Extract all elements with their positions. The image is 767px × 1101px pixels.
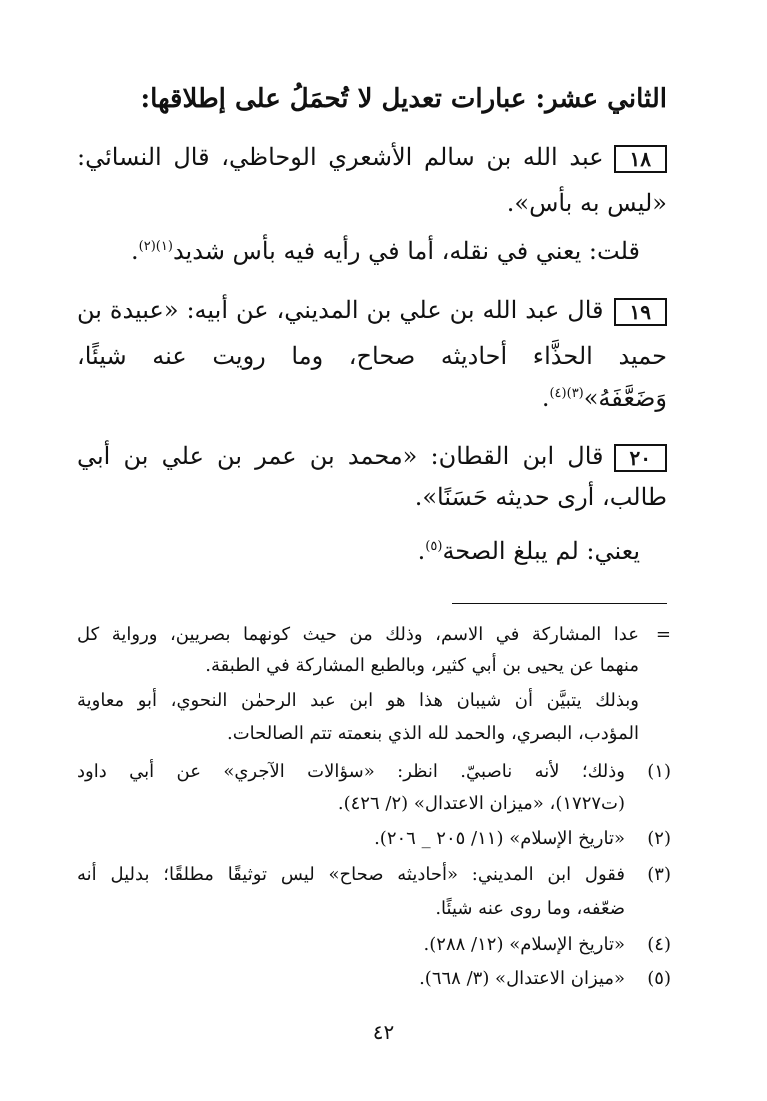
footnote-continuation-line: المؤدب، البصري، والحمد لله الذي بنعمته تتم الصالحات. (226, 723, 639, 744)
footnote-number: (٣) (647, 864, 671, 885)
entry-18-comment: قلت: يعني في نقله، أما في رأيه فيه بأس شديد$^{(١)(٢)}$. (131, 237, 640, 265)
footnote-ref: (٥) (425, 539, 443, 554)
footnote-continuation-line: منهما عن يحيى بن أبي كثير، وبالطبع المشاركة في الطبقة. (205, 655, 639, 676)
entry-18-line-1: ١٨عبد الله بن سالم الأشعري الوحاظي، قال النسائي: (77, 143, 667, 173)
footnote-text: (ت١٧٢٧)، «ميزان الاعتدال» (٢/ ٤٢٦). (337, 793, 625, 814)
entry-19-line-3: وَضَعَّفَهُ»$^{(٣)(٤)}$. (541, 384, 667, 412)
footnote-ref: (١)(٢) (138, 239, 173, 254)
footnote-text: «تاريخ الإسلام» (١٢/ ٢٨٨). (423, 934, 625, 955)
footnote-number: (٤) (647, 934, 671, 955)
entry-number-box: ٢٠ (614, 444, 667, 472)
entry-19-line-2: حميد الحذَّاء أحاديثه صحاح، وما رويت عنه شيئًا، (77, 342, 667, 370)
footnote-continuation-line: وبذلك يتبيَّن أن شيبان هذا هو ابن عبد الرحمٰن النحوي، أبو معاوية (77, 690, 639, 711)
entry-20-comment: يعني: لم يبلغ الصحة$^{(٥)}$. (417, 537, 640, 565)
entry-number-box: ١٩ (614, 298, 667, 326)
entry-number-box: ١٨ (614, 145, 667, 173)
footnote-continuation-line: عدا المشاركة في الاسم، وذلك من حيث كونهما بصريين، ورواية كل (77, 624, 639, 645)
footnote-text: وذلك؛ لأنه ناصبيّ. انظر: «سؤالات الآجري» عن أبي داود (77, 761, 625, 782)
section-heading: الثاني عشر: عبارات تعديل لا تُحمَلُ على إطلاقها: (140, 84, 667, 114)
footnote-text: ضعّفه، وما روى عنه شيئًا. (435, 898, 625, 919)
entry-18-line-2: «ليس به بأس». (506, 189, 667, 217)
footnote-number: (٢) (647, 828, 671, 849)
entry-19-line-1: ١٩قال عبد الله بن علي بن المديني، عن أبيه: «عبيدة بن (77, 296, 667, 326)
continuation-mark: = (655, 624, 671, 645)
entry-20-line-2: طالب، أرى حديثه حَسَنًا». (414, 483, 667, 511)
footnote-text: «تاريخ الإسلام» (١١/ ٢٠٥ _ ٢٠٦). (374, 828, 625, 849)
footnote-number: (١) (647, 761, 671, 782)
footnote-separator (452, 603, 667, 604)
footnote-number: (٥) (647, 968, 671, 989)
page-number: ٤٢ (372, 1020, 395, 1044)
footnote-ref: (٣)(٤) (549, 386, 584, 401)
entry-20-line-1: ٢٠قال ابن القطان: «محمد بن عمر بن علي بن أبي (77, 442, 667, 472)
footnote-text: فقول ابن المديني: «أحاديثه صحاح» ليس توثيقًا مطلقًا؛ بدليل أنه (77, 864, 625, 885)
footnote-text: «ميزان الاعتدال» (٣/ ٦٦٨). (419, 968, 625, 989)
